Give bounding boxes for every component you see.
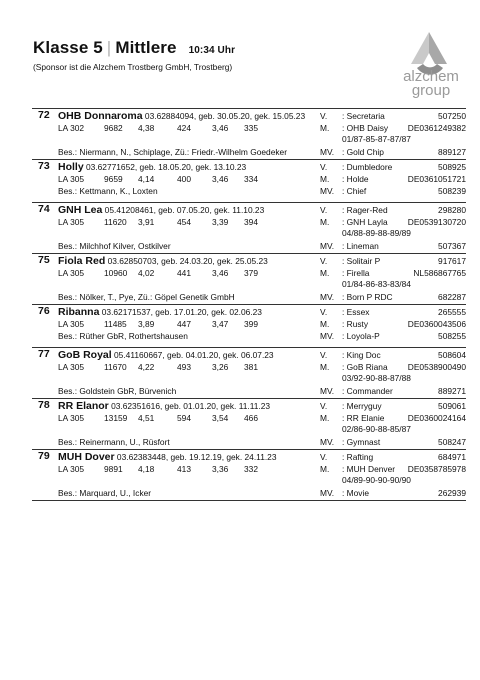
performance-value: 332 [244,464,258,474]
entry-number: 73 [38,160,50,172]
performance-value: 3,36 [212,464,229,474]
logo-wordmark-line2: group [411,82,451,99]
dam-name: : MUH Denver [342,464,396,474]
maternal-sire-line [320,437,380,448]
maternal-sire-label: MV. [320,331,335,341]
maternal-sire-name: : Gymnast [342,437,381,447]
performance-value: 466 [244,413,258,423]
owner-line: Bes.: Kettmann, K., Loxten [58,186,158,196]
sire-label: V. [320,162,328,172]
dam-id: NL586867765 [413,268,466,278]
animal-info: 03.62383448, geb. 19.12.19, gek. 24.11.23 [116,452,277,462]
dam-line [320,123,388,134]
dam-name: : Firella [342,268,370,278]
maternal-sire-name: : Loyola-P [342,331,380,341]
dam-label: M. [320,413,330,423]
animal-name: RR Elanor [58,400,109,412]
entry-number: 76 [38,305,50,317]
category-label: Mittlere [115,38,177,57]
sire-label: V. [320,401,328,411]
performance-value: 335 [244,123,258,133]
animal-info: 03.62884094, geb. 30.05.20, gek. 15.05.23 [144,111,306,121]
animal-entry [32,398,466,449]
animal-entry [32,159,466,202]
sire-label: V. [320,350,328,360]
entry-number: 79 [38,450,50,462]
performance-value: 10960 [104,268,128,278]
performance-value: 3,89 [138,319,155,329]
animal-info: 03.62171537, geb. 17.01.20, gek. 02.06.23 [101,307,262,317]
performance-value: 9682 [104,123,123,133]
sire-id: 917617 [438,256,466,266]
maternal-sire-line [320,292,393,303]
maternal-sire-label: MV. [320,437,335,447]
sire-id: 684971 [438,452,466,462]
animal-info: 05.41208461, geb. 07.05.20, gek. 11.10.23 [104,205,265,215]
sire-label: V. [320,452,328,462]
dam-label: M. [320,217,330,227]
maternal-sire-name: : Commander [342,386,393,396]
performance-value: LA 305 [58,464,85,474]
animal-name: Ribanna [58,306,100,318]
animal-name-line [58,401,270,412]
animal-name-line [58,350,274,361]
animal-name: GoB Royal [58,349,112,361]
animal-name: Holly [58,161,84,173]
sire-line [320,401,382,412]
sire-id: 509061 [438,401,466,411]
maternal-sire-id: 508239 [438,186,466,196]
performance-value: 9891 [104,464,123,474]
maternal-sire-id: 507367 [438,241,466,251]
performance-value: 413 [177,464,191,474]
sire-label: V. [320,205,328,215]
maternal-sire-label: MV. [320,292,335,302]
maternal-sire-line [320,241,379,252]
maternal-sire-line [320,147,384,158]
entry-number: 75 [38,254,50,266]
time-label: 10:34 Uhr [188,45,236,56]
maternal-sire-label: MV. [320,488,335,498]
performance-value: 399 [244,319,258,329]
entry-number: 74 [38,203,50,215]
maternal-sire-name: : Lineman [342,241,379,251]
sire-line [320,205,388,216]
entry-number: 77 [38,348,50,360]
animal-info: 03.62850703, geb. 24.03.20, gek. 25.05.23 [107,256,268,266]
sire-label: V. [320,111,328,121]
performance-value: LA 305 [58,413,85,423]
page-header [33,38,235,72]
performance-value: 381 [244,362,258,372]
animal-entry [32,449,466,501]
performance-value: 3,46 [212,268,229,278]
dam-line [320,319,368,330]
animal-name-line [58,111,305,122]
dam-pedigree: 01/84-86-83-83/84 [342,279,411,289]
sire-name: : Dumbledore [342,162,393,172]
animal-entry [32,304,466,347]
animal-name: Fiola Red [58,255,106,267]
maternal-sire-line [320,331,380,342]
logo-wordmark-line1: alzchem [403,68,459,85]
animal-name-line [58,256,268,267]
performance-value: 400 [177,174,191,184]
maternal-sire-line [320,186,366,197]
dam-name: : RR Elanie [342,413,385,423]
performance-value: 9659 [104,174,123,184]
dam-id: DE0538900490 [407,362,466,372]
animal-entry [32,202,466,253]
dam-id: DE0360043506 [407,319,466,329]
dam-label: M. [320,268,330,278]
entry-number: 78 [38,399,50,411]
animal-info: 03.62351616, geb. 01.01.20, gek. 11.11.23 [111,401,271,411]
maternal-sire-line [320,488,369,499]
dam-name: : GoB Riana [342,362,388,372]
animal-entry [32,253,466,304]
dam-pedigree: 03/92-90-88-87/88 [342,373,411,383]
dam-label: M. [320,464,330,474]
dam-name: : Holde [342,174,369,184]
dam-pedigree: 01/87-85-87-87/87 [342,134,411,144]
dam-name: : GNH Layla [342,217,388,227]
performance-value: 441 [177,268,191,278]
animal-name-line [58,307,262,318]
performance-value: 493 [177,362,191,372]
performance-value: LA 305 [58,268,85,278]
animal-list [32,108,466,501]
performance-value: 3,91 [138,217,155,227]
animal-name-line [58,162,246,173]
dam-pedigree: 04/88-89-88-89/89 [342,228,411,238]
owner-line: Bes.: Nölker, T., Pye, Zü.: Göpel Genetik GmbH [58,292,235,302]
owner-line: Bes.: Rüther GbR, Rothertshausen [58,331,188,341]
performance-value: LA 305 [58,319,85,329]
performance-value: 394 [244,217,258,227]
performance-value: LA 305 [58,217,85,227]
maternal-sire-label: MV. [320,186,335,196]
maternal-sire-label: MV. [320,241,335,251]
dam-id: DE0361051721 [407,174,466,184]
dam-line [320,217,388,228]
owner-line: Bes.: Goldstein GbR, Bürvenich [58,386,177,396]
maternal-sire-id: 508255 [438,331,466,341]
animal-info: 03.62771652, geb. 18.05.20, gek. 13.10.23 [86,162,247,172]
animal-info: 05.41160667, geb. 04.01.20, gek. 06.07.23 [114,350,274,360]
performance-value: 11670 [104,362,127,372]
sire-name: : Merryguy [342,401,382,411]
sire-line [320,256,380,267]
maternal-sire-id: 508247 [438,437,466,447]
sire-name: : Rafting [342,452,374,462]
performance-value: 424 [177,123,191,133]
sire-label: V. [320,307,328,317]
sponsor-note: (Sponsor ist die Alzchem Trostberg GmbH, Trostberg) [33,62,233,72]
dam-line [320,464,395,475]
dam-line [320,413,384,424]
animal-name: GNH Lea [58,204,103,216]
dam-label: M. [320,123,330,133]
maternal-sire-id: 889271 [438,386,466,396]
owner-line: Bes.: Milchhof Kilver, Ostkilver [58,241,171,251]
maternal-sire-name: : Born P RDC [342,292,393,302]
performance-value: 4,14 [138,174,155,184]
sire-name: : King Doc [342,350,381,360]
performance-value: LA 305 [58,362,85,372]
dam-line [320,174,369,185]
dam-id: DE0360024164 [407,413,466,423]
sire-name: : Rager-Red [342,205,388,215]
owner-line: Bes.: Reinermann, U., Rüsfort [58,437,170,447]
animal-entry [32,108,466,159]
owner-line: Bes.: Niermann, N., Schiplage, Zü.: Friedr.-Wilhelm Goedeker [58,147,287,157]
performance-value: 11485 [104,319,127,329]
performance-value: 3,46 [212,123,229,133]
performance-value: 11620 [104,217,127,227]
performance-value: 3,26 [212,362,229,372]
maternal-sire-id: 262939 [438,488,466,498]
sire-line [320,111,385,122]
sire-line [320,452,373,463]
class-label: Klasse 5 [33,38,103,57]
animal-name: MUH Dover [58,451,115,463]
sire-id: 508604 [438,350,466,360]
performance-value: 447 [177,319,191,329]
dam-name: : OHB Daisy [342,123,389,133]
performance-value: 454 [177,217,191,227]
sire-name: : Secretaria [342,111,385,121]
dam-line [320,268,369,279]
performance-value: 3,54 [212,413,229,423]
animal-name-line [58,452,277,463]
entry-number: 72 [38,109,50,121]
performance-value: LA 302 [58,123,85,133]
maternal-sire-line [320,386,393,397]
sire-line [320,307,369,318]
maternal-sire-name: : Chief [342,186,367,196]
dam-label: M. [320,319,330,329]
maternal-sire-id: 889127 [438,147,466,157]
animal-name-line [58,205,264,216]
performance-value: 3,39 [212,217,229,227]
dam-id: DE0539130720 [407,217,466,227]
sire-id: 298280 [438,205,466,215]
dam-label: M. [320,174,330,184]
performance-value: 4,51 [138,413,155,423]
dam-name: : Rusty [342,319,369,329]
dam-line [320,362,388,373]
performance-value: 4,22 [138,362,155,372]
performance-value: 4,38 [138,123,155,133]
maternal-sire-name: : Gold Chip [342,147,384,157]
performance-value: 379 [244,268,258,278]
dam-label: M. [320,362,330,372]
performance-value: 3,47 [212,319,229,329]
sire-name: : Essex [342,307,370,317]
sire-id: 508925 [438,162,466,172]
owner-line: Bes.: Marquard, U., Icker [58,488,152,498]
sire-line [320,350,381,361]
sire-line [320,162,392,173]
performance-value: 4,02 [138,268,155,278]
animal-entry [32,347,466,398]
maternal-sire-id: 682287 [438,292,466,302]
performance-value: 3,46 [212,174,229,184]
performance-value: LA 305 [58,174,85,184]
maternal-sire-label: MV. [320,147,335,157]
dam-pedigree: 02/86-90-88-85/87 [342,424,411,434]
animal-name: OHB Donnaroma [58,110,143,122]
page-title [33,38,235,58]
maternal-sire-name: : Movie [342,488,369,498]
dam-id: DE0358785978 [407,464,466,474]
sire-id: 507250 [438,111,466,121]
sire-label: V. [320,256,328,266]
performance-value: 4,18 [138,464,155,474]
performance-value: 334 [244,174,258,184]
performance-value: 13159 [104,413,128,423]
maternal-sire-label: MV. [320,386,335,396]
dam-id: DE0361249382 [407,123,466,133]
sire-name: : Solitair P [342,256,381,266]
sire-id: 265555 [438,307,466,317]
dam-pedigree: 04/89-90-90-90/90 [342,475,411,485]
title-separator: | [106,38,112,57]
performance-value: 594 [177,413,191,423]
